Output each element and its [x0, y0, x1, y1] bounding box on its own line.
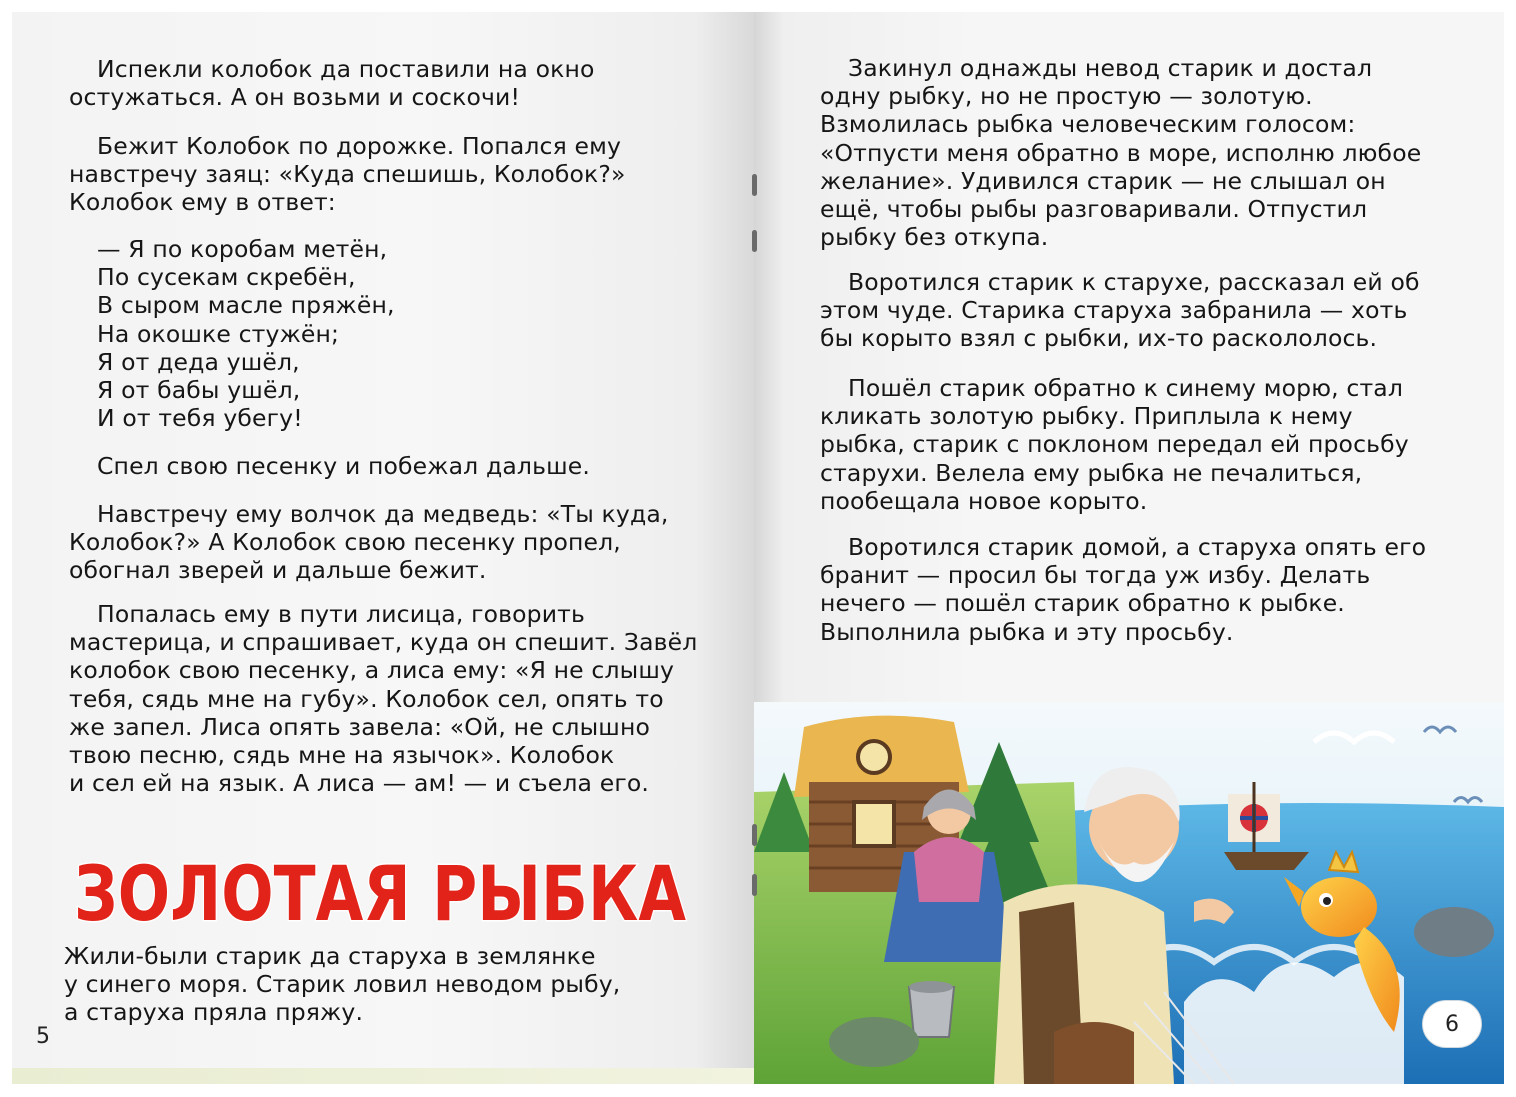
song-line: По сусекам скребён, — [97, 263, 356, 292]
song-line: — Я по коробам метён, — [97, 235, 388, 263]
text-line: рыбку без откупа. — [820, 223, 1049, 252]
kolobok-paragraph-1 — [69, 55, 595, 111]
song-line: Я от деда ушёл, — [97, 347, 300, 376]
song-line: На окошке стужён; — [97, 319, 340, 348]
right-page — [754, 12, 1504, 1084]
kolobok-paragraph-4 — [69, 452, 590, 480]
text-line: Воротился старик домой, а старуха опять его — [848, 533, 1427, 561]
text-line: бы корыто взял с рыбки, их-то раскололось. — [820, 324, 1378, 353]
page-number-right-text: 6 — [1445, 1011, 1459, 1037]
kolobok-paragraph-6 — [69, 600, 697, 797]
text-line: а старуха пряла пряжу. — [64, 998, 364, 1027]
kolobok-paragraph-5 — [69, 500, 669, 585]
song-line: И от тебя убегу! — [97, 404, 303, 433]
text-line: рыбка, старик с поклоном передал ей просьбу — [820, 430, 1409, 459]
left-page — [12, 12, 754, 1084]
fairy-tale-illustration — [754, 702, 1504, 1084]
text-line: тебя, сядь мне на губу». Колобок сел, опять то — [69, 684, 664, 713]
text-line: Жили-были старик да старуха в землянке — [64, 942, 596, 970]
binding-staple — [752, 174, 757, 196]
text-line: этом чуде. Старика старуха забранила — хоть — [820, 296, 1408, 325]
story-title-text: ЗОЛОТАЯ РЫБКА — [74, 849, 687, 938]
page-number-right — [1422, 1000, 1482, 1048]
text-line: Спел свою песенку и побежал дальше. — [97, 452, 590, 480]
bucket — [909, 981, 954, 1037]
text-line: Испекли колобок да поставили на окно — [97, 55, 595, 83]
text-line: «Отпусти меня обратно в море, исполню любое — [820, 138, 1422, 167]
text-line: твою песню, сядь мне на язычок». Колобок — [69, 741, 615, 770]
text-line: мастерица, и спрашивает, куда он спешит. Завёл — [69, 628, 698, 657]
text-line: кликать золотую рыбку. Приплыла к нему — [820, 402, 1353, 431]
binding-staple — [752, 824, 757, 846]
text-line: у синего моря. Старик ловил неводом рыбу, — [64, 970, 621, 999]
song-line: Я от бабы ушёл, — [97, 376, 301, 405]
page-number-left: 5 — [36, 1024, 50, 1049]
text-line: ещё, чтобы рыбы разговаривали. Отпустил — [820, 195, 1368, 224]
text-line: Воротился старик к старухе, рассказал ей об — [848, 268, 1420, 296]
book-spread — [12, 12, 1504, 1084]
text-line: пообещала новое корыто. — [820, 486, 1148, 515]
text-line: Попалась ему в пути лисица, говорить — [97, 600, 585, 628]
text-line: Пошёл старик обратно к синему морю, стал — [848, 374, 1404, 402]
binding-staple — [752, 230, 757, 252]
text-line: Выполнила рыбка и эту просьбу. — [820, 617, 1234, 646]
text-line: навстречу заяц: «Куда спешишь, Колобок?» — [69, 160, 626, 189]
song-line: В сыром масле пряжён, — [97, 291, 395, 320]
page-bottom-strip — [12, 1068, 754, 1084]
text-line: колобок свою песенку, а лиса ему: «Я не слышу — [69, 656, 675, 685]
rock — [829, 1017, 919, 1067]
fish-paragraph-4 — [820, 533, 1426, 646]
text-line: Навстречу ему волчок да медведь: «Ты куда, — [97, 500, 669, 528]
text-line: Взмолилась рыбка человеческим голосом: — [820, 110, 1356, 139]
text-line: и сел ей на язык. А лиса — ам! — и съела его. — [69, 769, 649, 798]
kolobok-song — [69, 235, 395, 432]
text-line: же запел. Лиса опять завела: «Ой, не слышно — [69, 712, 650, 741]
text-line: старухи. Велела ему рыбка не печалиться, — [820, 458, 1363, 487]
text-line: желание». Удивился старик — не слышал он — [820, 166, 1386, 195]
text-line: Колобок ему в ответ: — [69, 188, 336, 217]
text-line: обогнал зверей и дальше бежит. — [69, 556, 487, 585]
text-line: бранит — просил бы тогда уж избу. Делать — [820, 561, 1371, 590]
rock — [1414, 907, 1494, 957]
text-line: Закинул однажды невод старик и достал — [848, 54, 1373, 82]
text-line: одну рыбку, но не простую — золотую. — [820, 82, 1313, 111]
binding-staple — [752, 874, 757, 896]
text-line: Бежит Колобок по дорожке. Попался ему — [97, 132, 622, 160]
fish-paragraph-3 — [820, 374, 1409, 515]
text-line: остужаться. А он возьми и соскочи! — [69, 83, 521, 112]
fish-paragraph-2 — [820, 268, 1420, 353]
story-title — [68, 838, 708, 948]
text-line: нечего — пошёл старик обратно к рыбке. — [820, 589, 1345, 618]
text-line: Колобок?» А Колобок свою песенку пропел, — [69, 528, 621, 557]
story-intro — [64, 942, 620, 1027]
fish-paragraph-1 — [820, 54, 1421, 251]
kolobok-paragraph-2 — [69, 132, 626, 217]
